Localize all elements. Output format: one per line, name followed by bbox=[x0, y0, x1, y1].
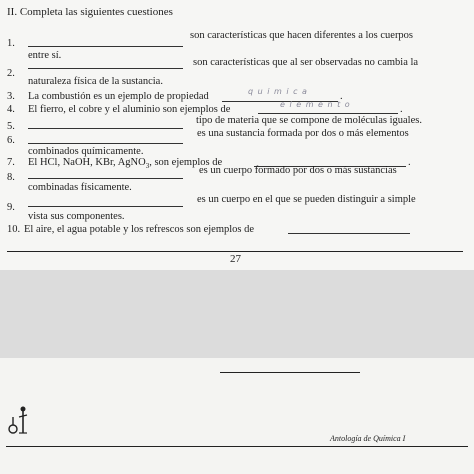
q4-number: 4. bbox=[7, 104, 15, 115]
q8-text: es un cuerpo formado por dos o más sustancias bbox=[199, 165, 397, 176]
q5-text: tipo de materia que se compone de moléculas iguales. bbox=[196, 115, 422, 126]
q7-number: 7. bbox=[7, 157, 15, 168]
q1-continuation: entre sí. bbox=[28, 50, 62, 61]
page-number: 27 bbox=[230, 253, 241, 265]
q3-text: La combustión es un ejemplo de propiedad bbox=[28, 91, 209, 102]
footer-rule bbox=[6, 446, 468, 447]
q6-number: 6. bbox=[7, 135, 15, 146]
q9-blank[interactable] bbox=[28, 206, 183, 207]
q8-number: 8. bbox=[7, 172, 15, 183]
q10-blank[interactable] bbox=[288, 233, 410, 234]
q2-continuation: naturaleza física de la sustancia. bbox=[28, 76, 163, 87]
q8-continuation: combinadas físicamente. bbox=[28, 182, 132, 193]
next-page-top-rule bbox=[220, 372, 360, 373]
q2-text: son características que al ser observadas no cambia la bbox=[193, 57, 419, 68]
q3-number: 3. bbox=[7, 91, 15, 102]
q6-blank[interactable] bbox=[28, 143, 183, 144]
q9-text: es un cuerpo en el que se pueden distinguir a simple bbox=[197, 194, 416, 205]
q1-text: son características que hacen diferentes a los cuerpos bbox=[190, 30, 414, 41]
q6-continuation: combinados químicamente. bbox=[28, 146, 144, 157]
footer-title: Antología de Química I bbox=[330, 434, 406, 443]
section-heading: II. Completa las siguientes cuestiones bbox=[7, 6, 173, 18]
q1-blank[interactable] bbox=[28, 46, 183, 47]
page-gap bbox=[0, 270, 474, 358]
q10-text: El aire, el agua potable y los refrescos son ejemplos de bbox=[24, 224, 255, 235]
q2-blank[interactable] bbox=[28, 68, 183, 69]
q8-blank[interactable] bbox=[28, 178, 183, 179]
next-page bbox=[0, 358, 474, 474]
q1-number: 1. bbox=[7, 38, 15, 49]
q5-number: 5. bbox=[7, 121, 15, 132]
q4-period: . bbox=[400, 104, 403, 115]
q3-handwritten-answer: q u i m i c a bbox=[248, 87, 308, 96]
q9-number: 9. bbox=[7, 202, 15, 213]
q2-number: 2. bbox=[7, 68, 15, 79]
q9-continuation: vista sus componentes. bbox=[28, 211, 125, 222]
q4-blank[interactable] bbox=[258, 113, 398, 114]
q3-period: . bbox=[340, 91, 343, 102]
page-bottom-rule bbox=[7, 251, 463, 252]
q4-handwritten-answer: e l e m e n t o bbox=[280, 100, 351, 109]
q7-text: El HCl, NaOH, KBr, AgNO$_3$, son ejemplos de bbox=[28, 157, 223, 171]
q6-text: es una sustancia formada por dos o más elementos bbox=[197, 128, 409, 139]
q4-text: El fierro, el cobre y el aluminio son ejemplos de bbox=[28, 104, 231, 115]
chemistry-flask-icon bbox=[6, 403, 32, 443]
q7-period: . bbox=[408, 157, 411, 168]
q10-number: 10. bbox=[7, 224, 21, 235]
q5-blank[interactable] bbox=[28, 128, 183, 129]
